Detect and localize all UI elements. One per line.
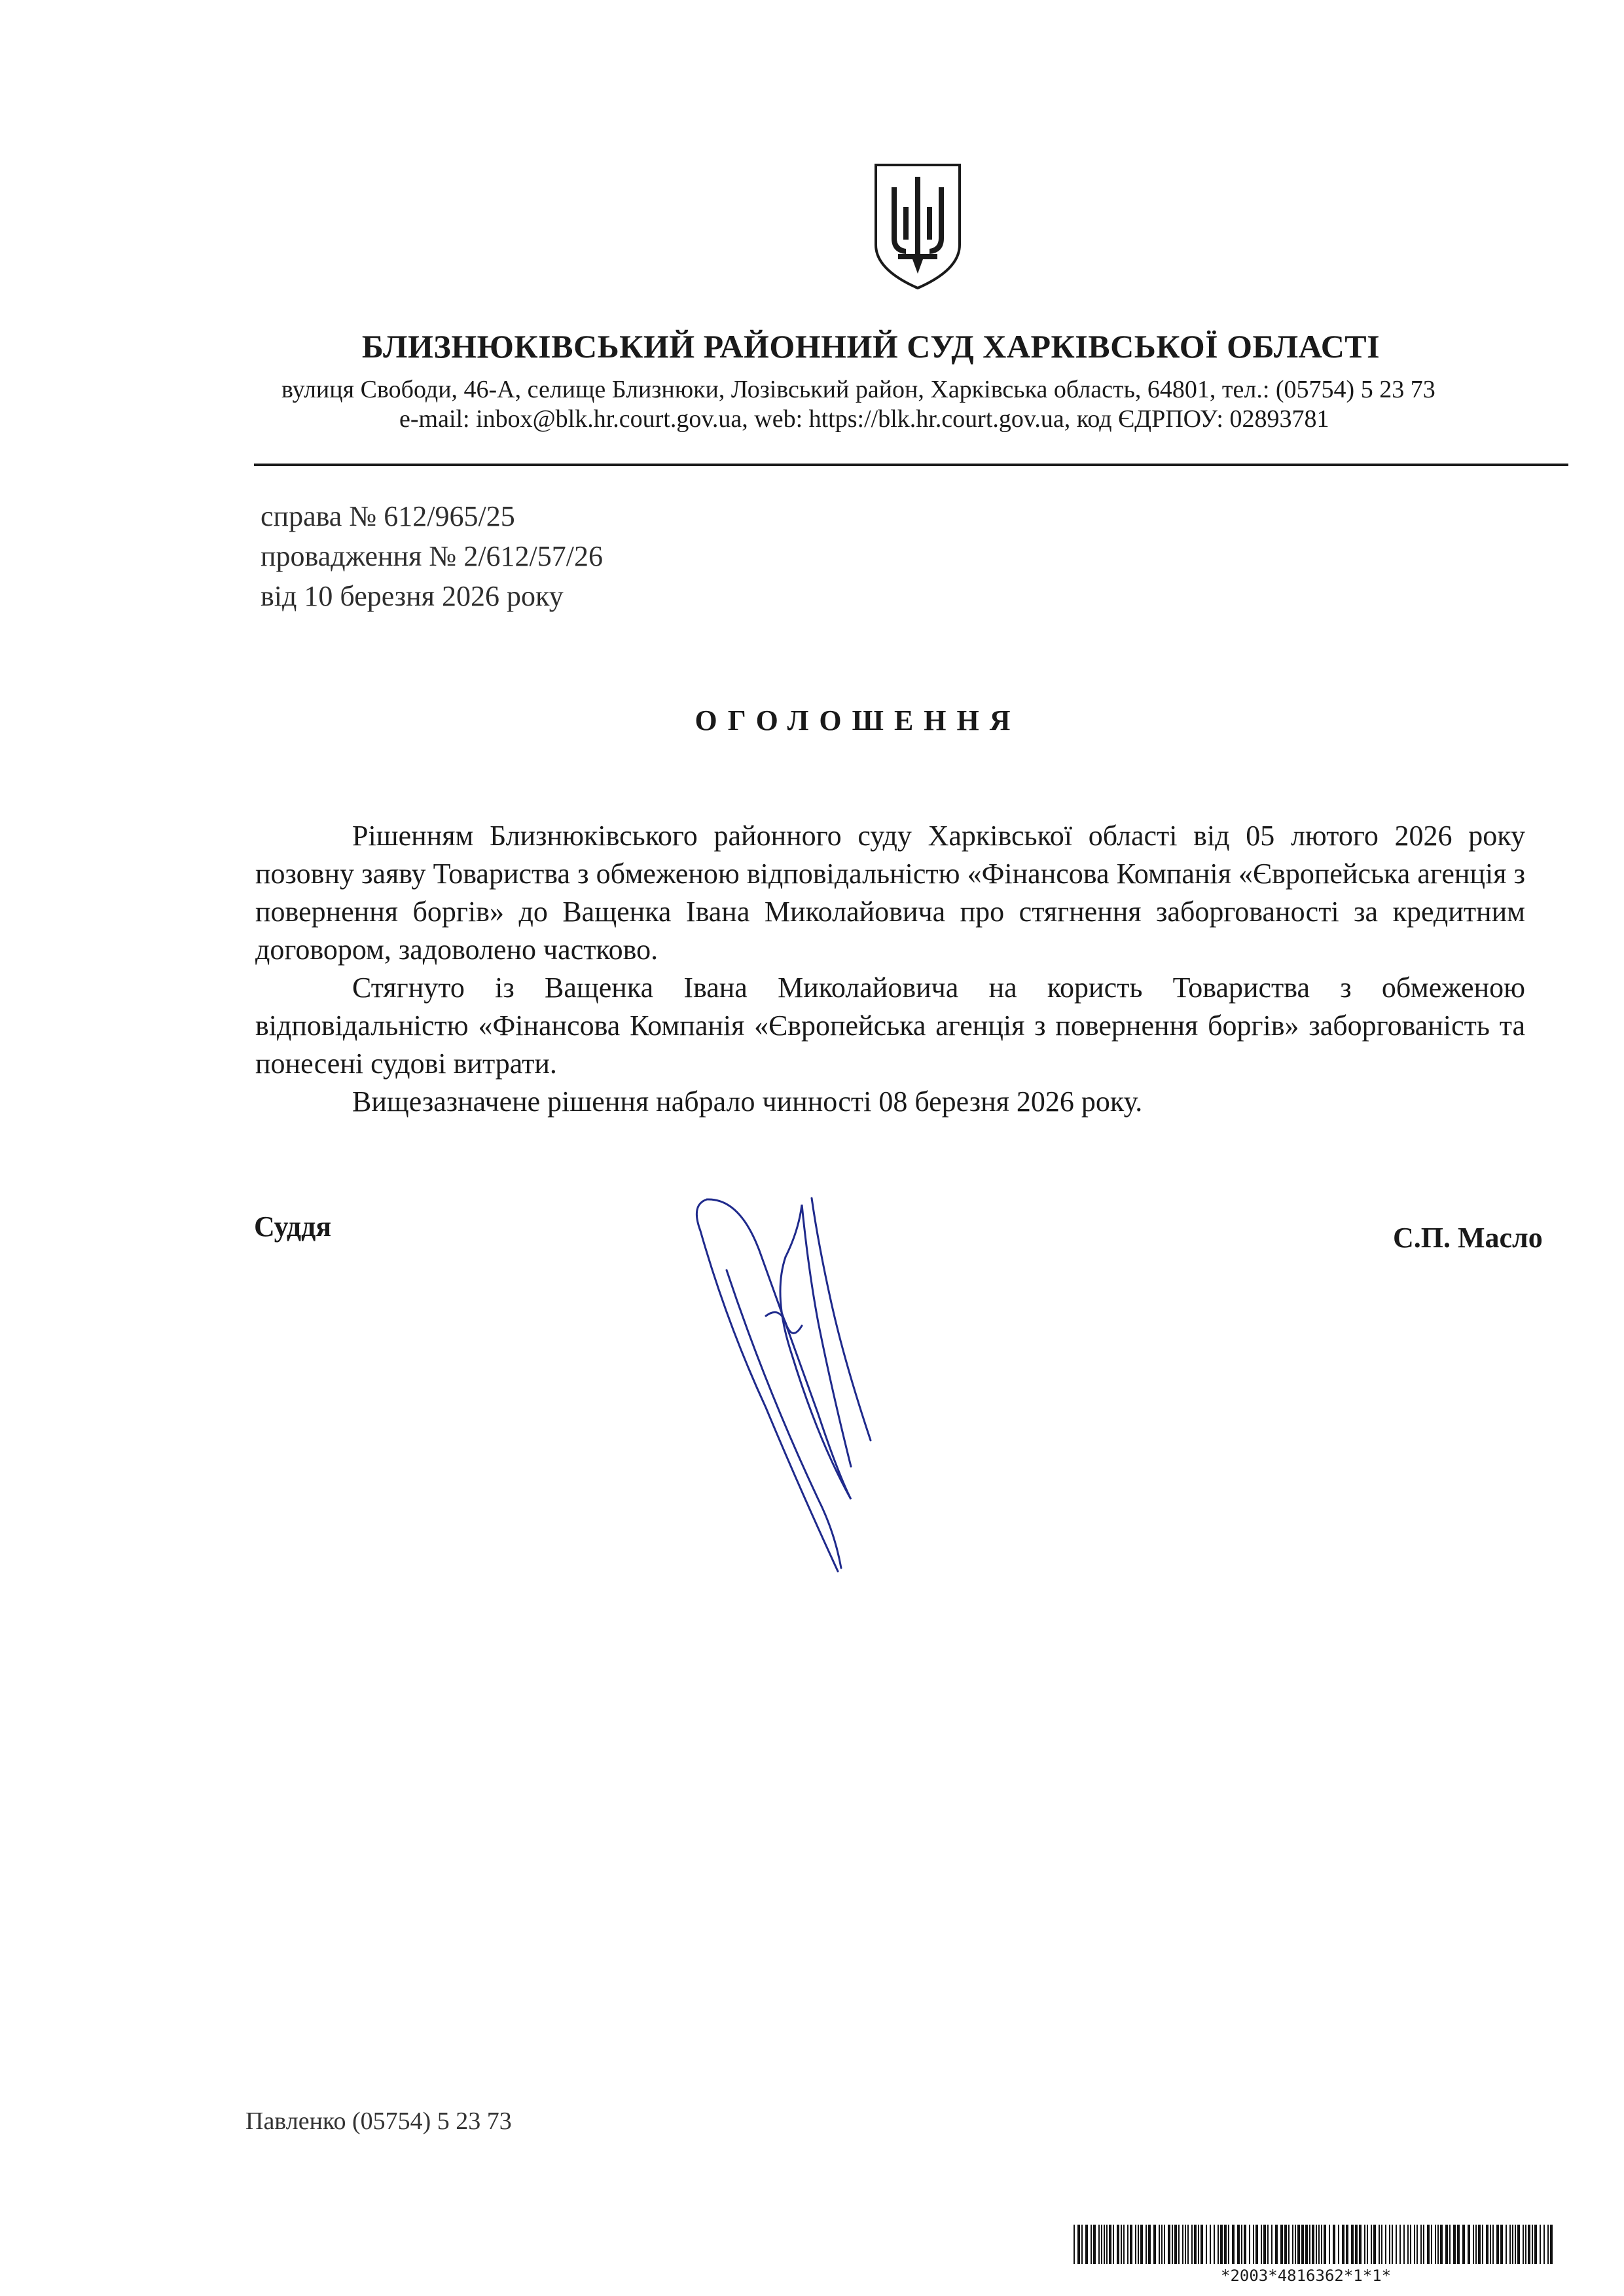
court-name: БЛИЗНЮКІВСЬКИЙ РАЙОННИЙ СУД ХАРКІВСЬКОЇ ОБЛАСТІ — [361, 328, 1380, 365]
coat-of-arms-icon — [872, 161, 964, 292]
body-paragraph: Рішенням Близнюківського районного суду Харківської області від 05 лютого 2026 року позовну заяву Товариства з обмеженою відповідальністю «Фінансова Компанія «Європейська агенція з повернення боргів» до Ващенка Івана Миколайовича про стягнення заборгованості за кредитним договором, задоволено частково. — [255, 820, 1525, 966]
announcement-body — [255, 817, 1525, 1121]
proceeding-number: провадження № 2/612/57/26 — [261, 540, 603, 572]
document-title: ОГОЛОШЕННЯ — [695, 704, 1021, 737]
body-paragraph: Вищезазначене рішення набрало чинності 08 березня 2026 року. — [352, 1085, 1143, 1118]
court-address: вулиця Свободи, 46-А, селище Близнюки, Лозівський район, Харківська область, 64801, тел.: (05754) 5 23 73 — [281, 376, 1435, 403]
judge-signature — [687, 1192, 884, 1578]
header-divider — [254, 464, 1568, 466]
barcode-icon — [1074, 2225, 1555, 2264]
case-number: справа № 612/965/25 — [261, 500, 515, 532]
document-date: від 10 березня 2026 року — [261, 580, 564, 612]
body-paragraph: Стягнуто із Ващенка Івана Миколайовича на користь Товариства з обмеженою відповідальністю «Фінансова Компанія «Європейська агенція з повернення боргів» заборгованість та понесені судові витрати. — [255, 972, 1525, 1080]
judge-label: Суддя — [254, 1211, 332, 1243]
barcode-text: *2003*4816362*1*1* — [1221, 2267, 1392, 2285]
court-contacts: e-mail: inbox@blk.hr.court.gov.ua, web: https://blk.hr.court.gov.ua, код ЄДРПОУ: 02893781 — [399, 405, 1329, 433]
executor-contact: Павленко (05754) 5 23 73 — [245, 2107, 512, 2135]
judge-name: С.П. Масло — [1393, 1222, 1543, 1254]
